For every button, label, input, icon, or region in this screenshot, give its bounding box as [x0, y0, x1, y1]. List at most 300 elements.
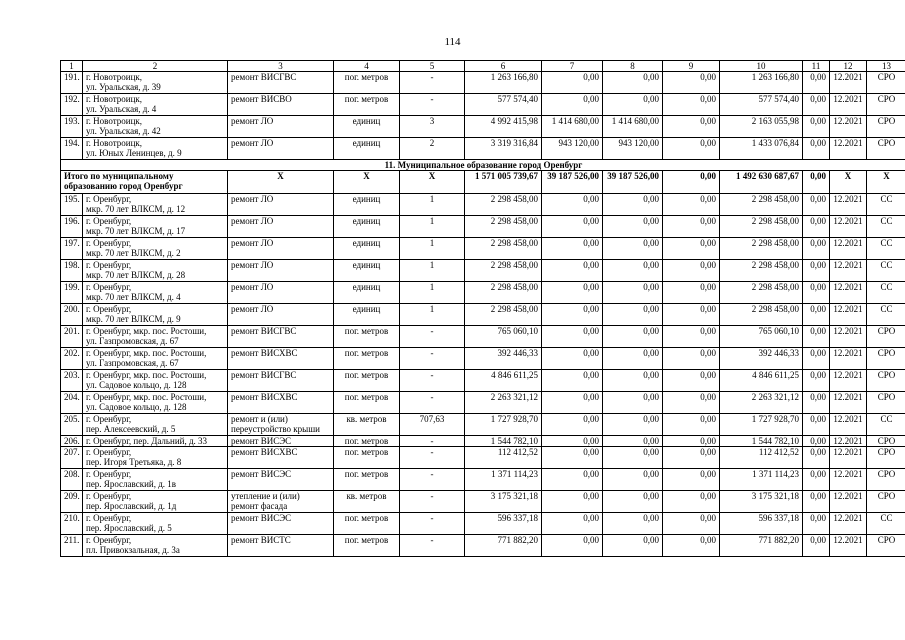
- repair-schedule-table: [60, 60, 905, 557]
- address: [83, 491, 228, 513]
- address-line: ул. Уральская, д. 42: [86, 126, 161, 136]
- fund-method: СРО: [867, 94, 905, 116]
- deadline: 12.2021: [830, 491, 867, 513]
- address-line: г. Оренбург,: [86, 260, 132, 270]
- row-number: 209.: [61, 491, 83, 513]
- amount-c8: 0,00: [603, 194, 663, 216]
- quantity: -: [400, 469, 465, 491]
- quantity: -: [400, 535, 465, 557]
- address-line: г. Оренбург,: [86, 216, 132, 226]
- amount-c10: 1 433 076,84: [720, 138, 803, 160]
- column-number: 9: [663, 61, 720, 72]
- row-number: 204.: [61, 392, 83, 414]
- amount-c8: 0,00: [603, 370, 663, 392]
- deadline: 12.2021: [830, 370, 867, 392]
- address: [83, 370, 228, 392]
- address: [83, 414, 228, 436]
- amount-c9: 0,00: [663, 491, 720, 513]
- unit: пог. метров: [334, 392, 400, 414]
- address-line: мкр. 70 лет ВЛКСМ, д. 17: [86, 226, 186, 236]
- table-row: [61, 392, 905, 414]
- deadline: 12.2021: [830, 326, 867, 348]
- table-row: [61, 116, 905, 138]
- unit: единиц: [334, 138, 400, 160]
- unit: пог. метров: [334, 326, 400, 348]
- quantity: 1: [400, 282, 465, 304]
- amount-c6: 2 298 458,00: [465, 238, 542, 260]
- amount-c11: 0,00: [803, 194, 830, 216]
- address-line: г. Оренбург,: [86, 304, 132, 314]
- deadline: 12.2021: [830, 304, 867, 326]
- table-row: [61, 282, 905, 304]
- fund-method: СРО: [867, 491, 905, 513]
- address-line: г. Оренбург, мкр. пос. Ростоши,: [86, 348, 207, 358]
- amount-c8: 0,00: [603, 304, 663, 326]
- amount-c9: 0,00: [663, 436, 720, 447]
- amount-c8: 1 414 680,00: [603, 116, 663, 138]
- amount-c6: 577 574,40: [465, 94, 542, 116]
- deadline: 12.2021: [830, 348, 867, 370]
- address-line: мкр. 70 лет ВЛКСМ, д. 9: [86, 314, 181, 324]
- amount-c8: 943 120,00: [603, 138, 663, 160]
- total-x: X: [228, 171, 334, 194]
- amount-c6: 2 298 458,00: [465, 282, 542, 304]
- amount-c11: 0,00: [803, 260, 830, 282]
- unit: пог. метров: [334, 370, 400, 392]
- address-line: ул. Газпромовская, д. 67: [86, 336, 179, 346]
- address: [83, 238, 228, 260]
- total-row: [61, 171, 905, 194]
- column-number: 8: [603, 61, 663, 72]
- address: [83, 138, 228, 160]
- work-type: ремонт ВИСХВС: [228, 392, 334, 414]
- row-number: 206.: [61, 436, 83, 447]
- deadline: 12.2021: [830, 447, 867, 469]
- table-row: [61, 72, 905, 94]
- fund-method: СРО: [867, 447, 905, 469]
- column-number: 10: [720, 61, 803, 72]
- table-row: [61, 513, 905, 535]
- amount-c6: 4 846 611,25: [465, 370, 542, 392]
- table-row: [61, 436, 905, 447]
- work-type: ремонт ВИСХВС: [228, 348, 334, 370]
- address: [83, 260, 228, 282]
- address-line: мкр. 70 лет ВЛКСМ, д. 4: [86, 292, 181, 302]
- unit: пог. метров: [334, 513, 400, 535]
- address: [83, 72, 228, 94]
- total-amount-c8: 39 187 526,00: [603, 171, 663, 194]
- work-type: ремонт ВИСТС: [228, 535, 334, 557]
- work-type: ремонт ЛО: [228, 216, 334, 238]
- row-number: 191.: [61, 72, 83, 94]
- column-number: 3: [228, 61, 334, 72]
- total-label-line: Итого по муниципальному: [64, 171, 174, 181]
- address: [83, 216, 228, 238]
- amount-c9: 0,00: [663, 138, 720, 160]
- address-line: г. Оренбург,: [86, 491, 132, 501]
- amount-c10: 1 544 782,10: [720, 436, 803, 447]
- address-line: г. Оренбург,: [86, 414, 132, 424]
- unit: пог. метров: [334, 535, 400, 557]
- amount-c7: 0,00: [542, 238, 603, 260]
- amount-c9: 0,00: [663, 216, 720, 238]
- amount-c6: 3 319 316,84: [465, 138, 542, 160]
- address: [83, 469, 228, 491]
- table-row: [61, 326, 905, 348]
- unit: пог. метров: [334, 447, 400, 469]
- address-line: пер. Ярославский, д. 1д: [86, 501, 177, 511]
- column-number-header: [61, 61, 905, 72]
- quantity: -: [400, 370, 465, 392]
- amount-c9: 0,00: [663, 414, 720, 436]
- amount-c7: 0,00: [542, 94, 603, 116]
- column-number: 6: [465, 61, 542, 72]
- amount-c11: 0,00: [803, 138, 830, 160]
- address-line: мкр. 70 лет ВЛКСМ, д. 28: [86, 270, 186, 280]
- amount-c8: 0,00: [603, 535, 663, 557]
- unit: единиц: [334, 260, 400, 282]
- amount-c11: 0,00: [803, 304, 830, 326]
- fund-method: СС: [867, 216, 905, 238]
- address-line: пер. Игоря Третьяка, д. 8: [86, 457, 182, 467]
- address: [83, 348, 228, 370]
- amount-c10: 4 846 611,25: [720, 370, 803, 392]
- work-type: ремонт ВИСГВС: [228, 72, 334, 94]
- row-number: 207.: [61, 447, 83, 469]
- work-type-line: ремонт и (или): [231, 414, 288, 424]
- quantity: 1: [400, 304, 465, 326]
- work-type: ремонт ЛО: [228, 116, 334, 138]
- fund-method: СС: [867, 282, 905, 304]
- row-number: 208.: [61, 469, 83, 491]
- amount-c7: 0,00: [542, 216, 603, 238]
- amount-c7: 0,00: [542, 304, 603, 326]
- address: [83, 194, 228, 216]
- column-number: 4: [334, 61, 400, 72]
- column-number: 11: [803, 61, 830, 72]
- unit: пог. метров: [334, 72, 400, 94]
- total-amount-c10: 1 492 630 687,67: [720, 171, 803, 194]
- deadline: 12.2021: [830, 238, 867, 260]
- amount-c7: 0,00: [542, 414, 603, 436]
- quantity: 1: [400, 238, 465, 260]
- address-line: г. Оренбург,: [86, 469, 132, 479]
- work-type: ремонт ВИСХВС: [228, 447, 334, 469]
- work-type: ремонт ЛО: [228, 194, 334, 216]
- fund-method: СС: [867, 304, 905, 326]
- amount-c9: 0,00: [663, 392, 720, 414]
- address-line: г. Оренбург, мкр. пос. Ростоши,: [86, 370, 207, 380]
- amount-c6: 2 298 458,00: [465, 216, 542, 238]
- amount-c9: 0,00: [663, 469, 720, 491]
- row-number: 203.: [61, 370, 83, 392]
- amount-c9: 0,00: [663, 116, 720, 138]
- amount-c11: 0,00: [803, 326, 830, 348]
- address-line: г. Новотроицк,: [86, 138, 143, 148]
- amount-c9: 0,00: [663, 513, 720, 535]
- quantity: -: [400, 513, 465, 535]
- amount-c8: 0,00: [603, 216, 663, 238]
- column-number: 5: [400, 61, 465, 72]
- address-line: мкр. 70 лет ВЛКСМ, д. 12: [86, 204, 186, 214]
- unit: пог. метров: [334, 348, 400, 370]
- total-x: X: [400, 171, 465, 194]
- unit: пог. метров: [334, 469, 400, 491]
- unit: единиц: [334, 116, 400, 138]
- amount-c7: 1 414 680,00: [542, 116, 603, 138]
- deadline: 12.2021: [830, 216, 867, 238]
- amount-c6: 2 298 458,00: [465, 194, 542, 216]
- column-number: 13: [867, 61, 905, 72]
- quantity: 707,63: [400, 414, 465, 436]
- work-type: ремонт ЛО: [228, 282, 334, 304]
- row-number: 202.: [61, 348, 83, 370]
- deadline: 12.2021: [830, 72, 867, 94]
- amount-c10: 2 298 458,00: [720, 238, 803, 260]
- column-number: 1: [61, 61, 83, 72]
- table-row: [61, 304, 905, 326]
- table-row: [61, 370, 905, 392]
- amount-c6: 771 882,20: [465, 535, 542, 557]
- amount-c6: 2 298 458,00: [465, 304, 542, 326]
- fund-method: СС: [867, 513, 905, 535]
- amount-c10: 765 060,10: [720, 326, 803, 348]
- amount-c8: 0,00: [603, 326, 663, 348]
- address-line: пер. Ярославский, д. 1в: [86, 479, 177, 489]
- unit: единиц: [334, 194, 400, 216]
- fund-method: СРО: [867, 436, 905, 447]
- amount-c7: 0,00: [542, 513, 603, 535]
- deadline: 12.2021: [830, 138, 867, 160]
- amount-c6: 765 060,10: [465, 326, 542, 348]
- deadline: 12.2021: [830, 469, 867, 491]
- row-number: 192.: [61, 94, 83, 116]
- fund-method: СС: [867, 414, 905, 436]
- work-type-line: ремонт фасада: [231, 501, 288, 511]
- amount-c9: 0,00: [663, 304, 720, 326]
- amount-c9: 0,00: [663, 260, 720, 282]
- amount-c9: 0,00: [663, 194, 720, 216]
- address-line: пер. Алексеевский, д. 5: [86, 424, 176, 434]
- work-type: ремонт ЛО: [228, 238, 334, 260]
- amount-c7: 0,00: [542, 282, 603, 304]
- quantity: -: [400, 447, 465, 469]
- row-number: 193.: [61, 116, 83, 138]
- amount-c11: 0,00: [803, 72, 830, 94]
- work-type: ремонт ВИСЭС: [228, 436, 334, 447]
- amount-c6: 392 446,33: [465, 348, 542, 370]
- fund-method: СРО: [867, 138, 905, 160]
- amount-c10: 2 298 458,00: [720, 194, 803, 216]
- fund-method: СРО: [867, 392, 905, 414]
- total-label: [61, 171, 228, 194]
- address-line: г. Оренбург,: [86, 194, 132, 204]
- address: [83, 392, 228, 414]
- total-label-line: образованию город Оренбург: [64, 181, 183, 191]
- table-row: [61, 138, 905, 160]
- fund-method: СС: [867, 238, 905, 260]
- amount-c11: 0,00: [803, 282, 830, 304]
- amount-c7: 0,00: [542, 326, 603, 348]
- section-header-row: [61, 160, 905, 171]
- row-number: 201.: [61, 326, 83, 348]
- quantity: -: [400, 348, 465, 370]
- column-number: 7: [542, 61, 603, 72]
- work-type: ремонт ВИСЭС: [228, 513, 334, 535]
- address-line: г. Оренбург, мкр. пос. Ростоши,: [86, 392, 207, 402]
- address-line: ул. Юных Ленинцев, д. 9: [86, 148, 182, 158]
- deadline: 12.2021: [830, 392, 867, 414]
- amount-c11: 0,00: [803, 116, 830, 138]
- address-line: пер. Ярославский, д. 5: [86, 523, 172, 533]
- amount-c10: 2 298 458,00: [720, 260, 803, 282]
- table-row: [61, 348, 905, 370]
- column-number: 12: [830, 61, 867, 72]
- amount-c9: 0,00: [663, 282, 720, 304]
- fund-method: СРО: [867, 469, 905, 491]
- quantity: -: [400, 491, 465, 513]
- amount-c9: 0,00: [663, 370, 720, 392]
- amount-c8: 0,00: [603, 238, 663, 260]
- deadline: 12.2021: [830, 535, 867, 557]
- amount-c7: 0,00: [542, 447, 603, 469]
- total-amount-c9: 0,00: [663, 171, 720, 194]
- amount-c9: 0,00: [663, 72, 720, 94]
- fund-method: СРО: [867, 326, 905, 348]
- address-line: г. Новотроицк,: [86, 72, 143, 82]
- row-number: 210.: [61, 513, 83, 535]
- amount-c10: 577 574,40: [720, 94, 803, 116]
- amount-c6: 1 263 166,80: [465, 72, 542, 94]
- amount-c7: 0,00: [542, 370, 603, 392]
- work-type: ремонт ВИСГВС: [228, 370, 334, 392]
- deadline: 12.2021: [830, 436, 867, 447]
- amount-c8: 0,00: [603, 94, 663, 116]
- address: [83, 94, 228, 116]
- work-type: ремонт ВИСВО: [228, 94, 334, 116]
- fund-method: СРО: [867, 535, 905, 557]
- quantity: -: [400, 326, 465, 348]
- amount-c11: 0,00: [803, 94, 830, 116]
- amount-c9: 0,00: [663, 94, 720, 116]
- quantity: -: [400, 72, 465, 94]
- total-x: X: [334, 171, 400, 194]
- unit: единиц: [334, 238, 400, 260]
- amount-c8: 0,00: [603, 513, 663, 535]
- unit: единиц: [334, 216, 400, 238]
- amount-c10: 1 263 166,80: [720, 72, 803, 94]
- amount-c11: 0,00: [803, 513, 830, 535]
- row-number: 205.: [61, 414, 83, 436]
- amount-c8: 0,00: [603, 260, 663, 282]
- amount-c6: 4 992 415,98: [465, 116, 542, 138]
- amount-c10: 2 298 458,00: [720, 282, 803, 304]
- quantity: 2: [400, 138, 465, 160]
- address-line: г. Оренбург,: [86, 238, 132, 248]
- amount-c11: 0,00: [803, 469, 830, 491]
- amount-c11: 0,00: [803, 491, 830, 513]
- address-line: ул. Садовое кольцо, д. 128: [86, 402, 187, 412]
- amount-c7: 0,00: [542, 260, 603, 282]
- amount-c11: 0,00: [803, 436, 830, 447]
- amount-c9: 0,00: [663, 238, 720, 260]
- address: [83, 116, 228, 138]
- amount-c11: 0,00: [803, 535, 830, 557]
- fund-method: СС: [867, 260, 905, 282]
- amount-c10: 2 263 321,12: [720, 392, 803, 414]
- amount-c9: 0,00: [663, 348, 720, 370]
- amount-c11: 0,00: [803, 348, 830, 370]
- amount-c10: 392 446,33: [720, 348, 803, 370]
- work-type: [228, 414, 334, 436]
- total-amount-c11: 0,00: [803, 171, 830, 194]
- table-row: [61, 194, 905, 216]
- amount-c7: 0,00: [542, 491, 603, 513]
- amount-c10: 771 882,20: [720, 535, 803, 557]
- table-row: [61, 414, 905, 436]
- amount-c9: 0,00: [663, 326, 720, 348]
- table-row: [61, 260, 905, 282]
- amount-c7: 0,00: [542, 348, 603, 370]
- address: г. Оренбург, пер. Дальний, д. 33: [83, 436, 228, 447]
- amount-c8: 0,00: [603, 414, 663, 436]
- address-line: г. Оренбург,: [86, 282, 132, 292]
- address: [83, 447, 228, 469]
- row-number: 197.: [61, 238, 83, 260]
- work-type: ремонт ЛО: [228, 304, 334, 326]
- unit: пог. метров: [334, 436, 400, 447]
- fund-method: СС: [867, 194, 905, 216]
- address-line: ул. Уральская, д. 4: [86, 104, 157, 114]
- amount-c9: 0,00: [663, 535, 720, 557]
- address-line: ул. Садовое кольцо, д. 128: [86, 380, 187, 390]
- amount-c7: 0,00: [542, 72, 603, 94]
- amount-c10: 2 163 055,98: [720, 116, 803, 138]
- amount-c10: 2 298 458,00: [720, 216, 803, 238]
- address-line: мкр. 70 лет ВЛКСМ, д. 2: [86, 248, 181, 258]
- address-line: г. Оренбург,: [86, 535, 132, 545]
- address-line: г. Оренбург,: [86, 447, 132, 457]
- amount-c11: 0,00: [803, 216, 830, 238]
- table-row: [61, 238, 905, 260]
- row-number: 200.: [61, 304, 83, 326]
- amount-c6: 596 337,18: [465, 513, 542, 535]
- amount-c8: 0,00: [603, 348, 663, 370]
- address: [83, 326, 228, 348]
- amount-c10: 112 412,52: [720, 447, 803, 469]
- amount-c11: 0,00: [803, 447, 830, 469]
- fund-method: СРО: [867, 72, 905, 94]
- table-row: [61, 469, 905, 491]
- deadline: 12.2021: [830, 513, 867, 535]
- amount-c6: 1 371 114,23: [465, 469, 542, 491]
- amount-c11: 0,00: [803, 370, 830, 392]
- amount-c6: 2 263 321,12: [465, 392, 542, 414]
- deadline: 12.2021: [830, 116, 867, 138]
- amount-c6: 1 544 782,10: [465, 436, 542, 447]
- amount-c8: 0,00: [603, 392, 663, 414]
- row-number: 195.: [61, 194, 83, 216]
- total-amount-c7: 39 187 526,00: [542, 171, 603, 194]
- amount-c7: 0,00: [542, 392, 603, 414]
- deadline: 12.2021: [830, 282, 867, 304]
- row-number: 194.: [61, 138, 83, 160]
- address-line: г. Оренбург, мкр. пос. Ростоши,: [86, 326, 207, 336]
- work-type: [228, 491, 334, 513]
- amount-c7: 0,00: [542, 436, 603, 447]
- work-type-line: переустройство крыши: [231, 424, 320, 434]
- amount-c8: 0,00: [603, 447, 663, 469]
